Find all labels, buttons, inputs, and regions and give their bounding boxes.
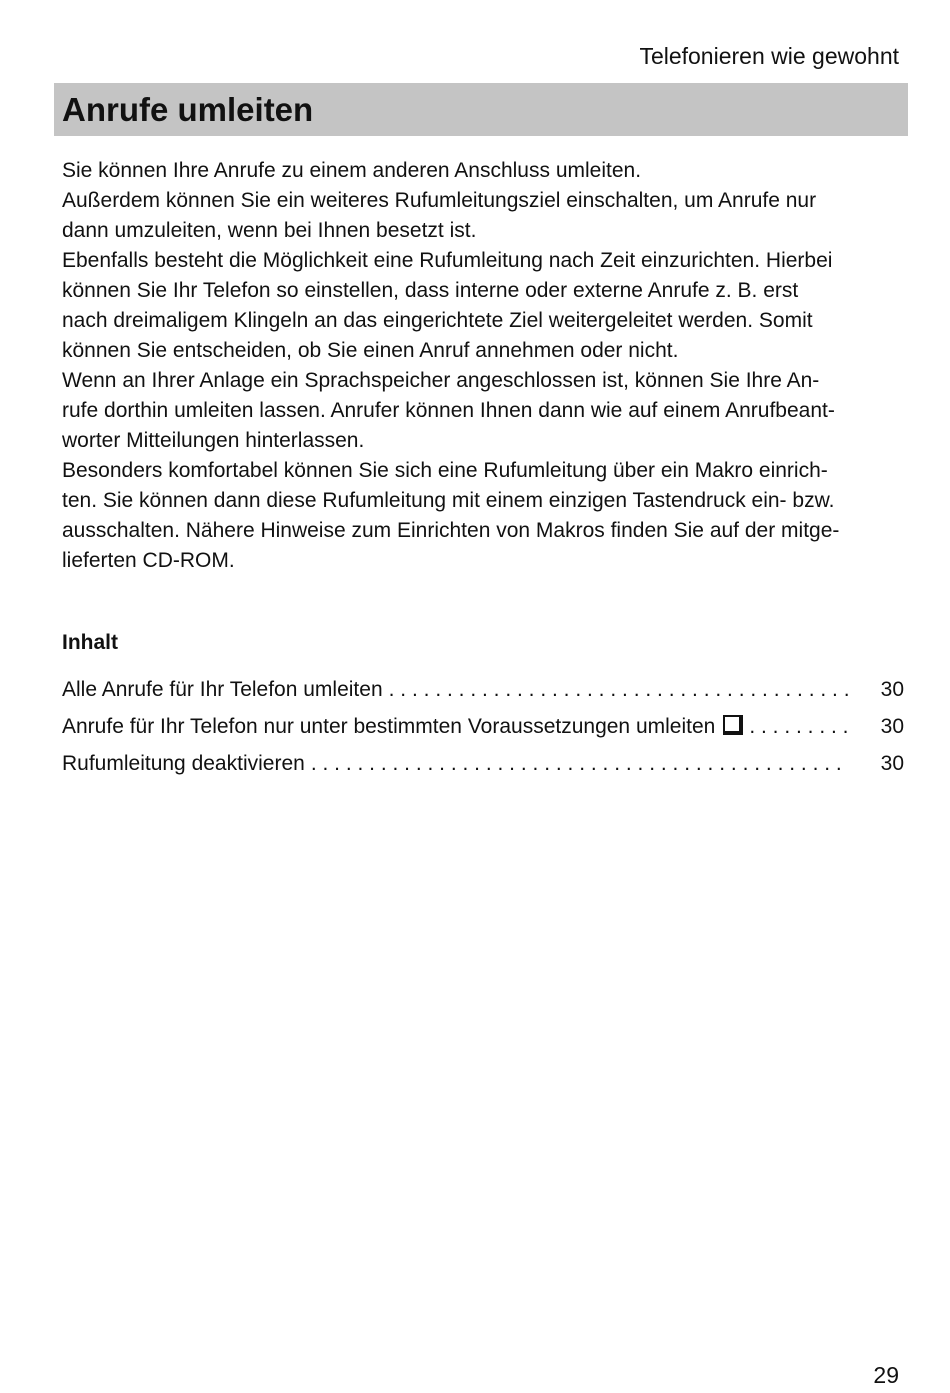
page-number: 29 xyxy=(873,1362,899,1388)
title-bar xyxy=(54,83,908,136)
toc-entry[interactable] xyxy=(62,676,904,713)
toc-entry-text: Anrufe für Ihr Telefon nur unter bestimmten Voraussetzungen umleiten xyxy=(62,715,716,738)
toc-entry[interactable] xyxy=(62,750,904,787)
intro-line: Außerdem können Sie ein weiteres Rufumleitungsziel einschalten, um Anrufe nur xyxy=(62,189,817,212)
toc-entry-text: Rufumleitung deaktivieren xyxy=(62,752,305,775)
checkbox-marker-icon xyxy=(723,715,743,735)
toc-entry-text: Alle Anrufe für Ihr Telefon umleiten xyxy=(62,678,383,701)
intro-line: Sie können Ihre Anrufe zu einem anderen Anschluss umleiten. xyxy=(62,159,642,182)
table-of-contents xyxy=(62,676,904,787)
toc-entry[interactable] xyxy=(62,713,904,750)
intro-line: rufe dorthin umleiten lassen. Anrufer können Ihnen dann wie auf einem Anrufbeant- xyxy=(62,399,835,422)
intro-line: ausschalten. Nähere Hinweise zum Einrichten von Makros finden Sie auf der mitge- xyxy=(62,519,840,542)
toc-leader-dots xyxy=(311,750,848,778)
intro-line: können Sie Ihr Telefon so einstellen, dass interne oder externe Anrufe z. B. erst xyxy=(62,279,799,302)
intro-line: Wenn an Ihrer Anlage ein Sprachspeicher angeschlossen ist, können Sie Ihre An- xyxy=(62,369,820,392)
toc-entry-page: 30 xyxy=(880,678,904,701)
intro-line: Besonders komfortabel können Sie sich eine Rufumleitung über ein Makro einrich- xyxy=(62,459,828,482)
intro-text xyxy=(62,156,908,576)
toc-entry-page: 30 xyxy=(880,752,904,775)
intro-line: nach dreimaligem Klingeln an das eingerichtete Ziel weitergeleitet werden. Somit xyxy=(62,309,813,332)
intro-line: ten. Sie können dann diese Rufumleitung mit einem einzigen Tastendruck ein- bzw. xyxy=(62,489,835,512)
toc-entry-text-wrap xyxy=(62,713,743,741)
intro-line: Ebenfalls besteht die Möglichkeit eine Rufumleitung nach Zeit einzurichten. Hierbei xyxy=(62,249,833,272)
intro-line: lieferten CD-ROM. xyxy=(62,549,235,572)
intro-line: worter Mitteilungen hinterlassen. xyxy=(62,429,365,452)
intro-line: dann umzuleiten, wenn bei Ihnen besetzt ist. xyxy=(62,219,477,242)
running-head: Telefonieren wie gewohnt xyxy=(639,43,899,69)
toc-heading: Inhalt xyxy=(62,631,118,654)
intro-line: können Sie entscheiden, ob Sie einen Anruf annehmen oder nicht. xyxy=(62,339,679,362)
toc-leader-dots xyxy=(389,676,848,704)
page-title: Anrufe umleiten xyxy=(62,91,314,128)
toc-leader-dots xyxy=(749,713,848,741)
toc-entry-page: 30 xyxy=(880,715,904,738)
